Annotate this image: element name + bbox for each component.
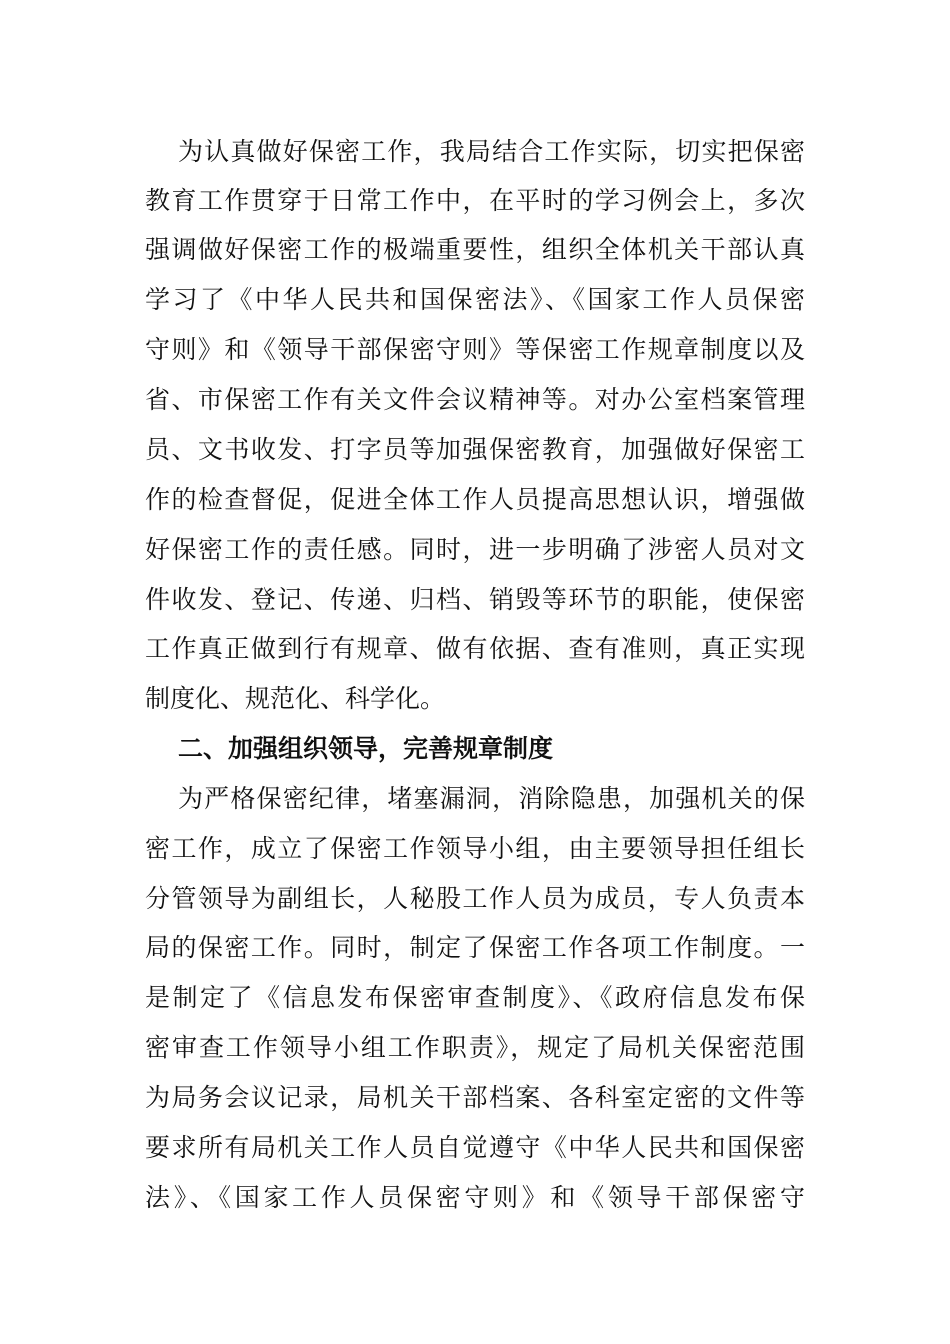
paragraph-2-line: 为局务会议记录，局机关干部档案、各科室定密的文件等 [145, 1083, 805, 1112]
paragraph-1-line: 强调做好保密工作的极端重要性，组织全体机关干部认真 [145, 235, 805, 264]
paragraph-1-line: 教育工作贯穿于日常工作中，在平时的学习例会上，多次 [145, 186, 805, 215]
paragraph-2-line: 要求所有局机关工作人员自觉遵守《中华人民共和国保密 [145, 1133, 805, 1162]
paragraph-2-line: 分管领导为副组长，人秘股工作人员为成员，专人负责本 [145, 884, 805, 913]
paragraph-1-line: 学习了《中华人民共和国保密法》、《国家工作人员保密 [145, 285, 805, 314]
paragraph-1-line: 作的检查督促，促进全体工作人员提高思想认识，增强做 [145, 485, 805, 514]
paragraph-1-line: 为认真做好保密工作，我局结合工作实际，切实把保密 [178, 137, 805, 166]
paragraph-1-line: 制度化、规范化、科学化。 [145, 684, 446, 713]
paragraph-1-line: 省、市保密工作有关文件会议精神等。对办公室档案管理 [145, 385, 805, 414]
paragraph-2-line: 法》、《国家工作人员保密守则》和《领导干部保密守 [145, 1183, 805, 1212]
paragraph-1-line: 员、文书收发、打字员等加强保密教育，加强做好保密工 [145, 435, 805, 464]
paragraph-1-line: 守则》和《领导干部保密守则》等保密工作规章制度以及 [145, 335, 805, 364]
paragraph-1-line: 工作真正做到行有规章、做有依据、查有准则，真正实现 [145, 634, 805, 663]
paragraph-2-line: 密审查工作领导小组工作职责》，规定了局机关保密范围 [145, 1033, 805, 1062]
paragraph-2-line: 是制定了《信息发布保密审查制度》、《政府信息发布保 [145, 983, 805, 1012]
paragraph-2-line: 局的保密工作。同时，制定了保密工作各项工作制度。一 [145, 933, 805, 962]
paragraph-1-line: 件收发、登记、传递、归档、销毁等环节的职能，使保密 [145, 585, 805, 614]
paragraph-2-line: 为严格保密纪律，堵塞漏洞，消除隐患，加强机关的保 [178, 784, 805, 813]
section-heading: 二、加强组织领导，完善规章制度 [178, 734, 554, 763]
paragraph-1-line: 好保密工作的责任感。同时，进一步明确了涉密人员对文 [145, 535, 805, 564]
paragraph-2-line: 密工作，成立了保密工作领导小组，由主要领导担任组长 [145, 834, 805, 863]
